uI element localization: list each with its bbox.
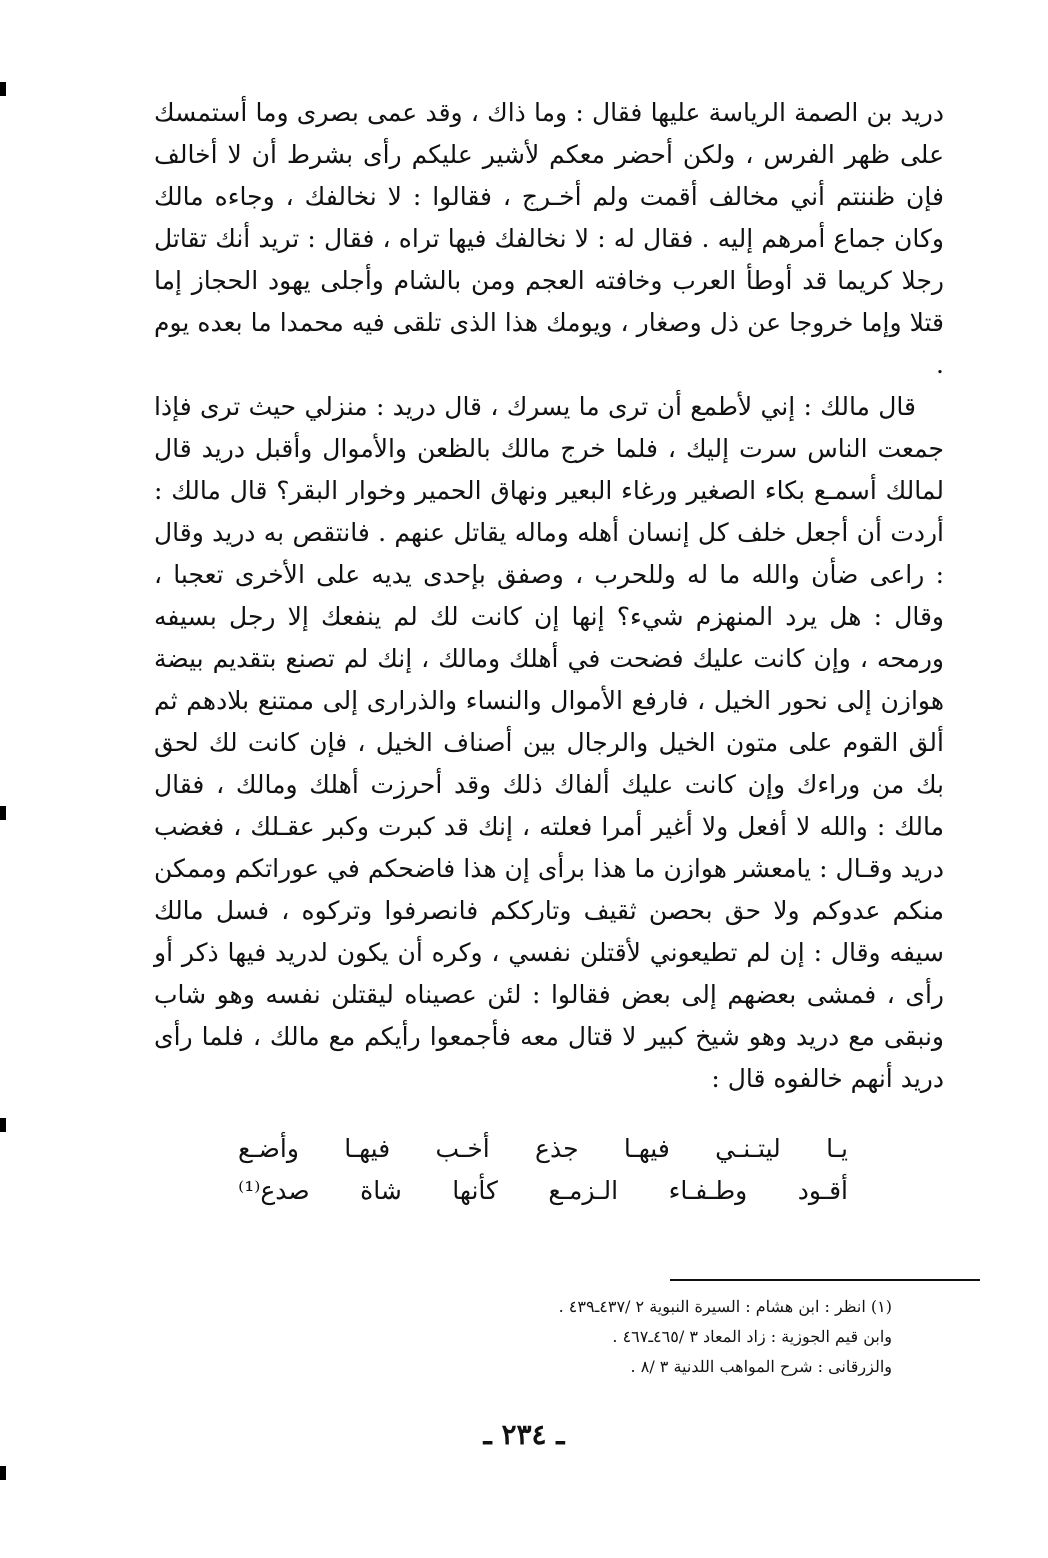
- poem-verse: [238, 1128, 848, 1212]
- margin-mark: [0, 1466, 6, 1480]
- verse-word: أخـب: [435, 1134, 490, 1163]
- verse-word: ليتـنـي: [715, 1134, 781, 1163]
- verse-word: فيهـا: [344, 1134, 391, 1163]
- margin-mark: [0, 806, 6, 820]
- verse-word: أقـود: [797, 1176, 848, 1205]
- verse-word: صدع⁽¹⁾: [238, 1176, 310, 1205]
- footnotes: [392, 1292, 892, 1382]
- verse-word: جذع: [535, 1134, 579, 1163]
- verse-line-1: [238, 1128, 848, 1170]
- footnote-1: (١) انظر : ابن هشام : السيرة النبوية ٢ /٤٣٧ـ٤٣٩ .: [558, 1297, 892, 1316]
- verse-line-2: [238, 1170, 848, 1212]
- margin-mark: [0, 82, 6, 96]
- footnote-2: وابن قيم الجوزية : زاد المعاد ٣ /٤٦٥ـ٤٦٧ .: [612, 1327, 892, 1346]
- footnote-divider: [670, 1279, 980, 1281]
- verse-word: وأضـع: [238, 1134, 299, 1163]
- footnote-3: والزرقانى : شرح المواهب اللدنية ٣ /٨ .: [630, 1357, 892, 1376]
- paragraph-1: دريد بن الصمة الرياسة عليها فقال : وما ذاك ، وقد عمى بصرى وما أستمسك على ظهر الفرس ، ولكن أحضر معكم لأشير عليكم رأى بشرط أن لا أخالف فإن ظننتم أني مخالف أقمت ولم أخـرج ، فقالوا : لا نخالفك ، وجاءه مالك وكان جماع أمرهم إليه . فقال له : لا نخالفك فيها تراه ، فقال : تريد أنك تقاتل رجلا كريما قد أوطأ العرب وخافته العجم ومن بالشام وأجلى يهود الحجاز إما قتلا وإما خروجا عن ذل وصغار ، ويومك هذا الذى تلقى فيه محمدا ما بعده يوم .: [146, 98, 944, 379]
- verse-word: وطـفـاء: [668, 1176, 748, 1205]
- verse-word: فيهـا: [623, 1134, 670, 1163]
- verse-word: شاة: [360, 1176, 402, 1205]
- verse-word: يـا: [826, 1134, 848, 1163]
- margin-mark: [0, 1118, 6, 1132]
- verse-word: كأنها: [452, 1176, 498, 1205]
- page-number: ـ ٢٣٤ ـ: [483, 1418, 565, 1451]
- body-text: [146, 92, 944, 1100]
- paragraph-2: قال مالك : إني لأطمع أن ترى ما يسرك ، قال دريد : منزلي حيث ترى فإذا جمعت الناس سرت إليك ، فلما خرج مالك بالظعن والأموال وأقبل دريد قال لمالك أسمـع بكاء الصغير ورغاء البعير ونهاق الحمير وخوار البقر؟ قال مالك : أردت أن أجعل خلف كل إنسان أهله وماله يقاتل عنهم . فانتقص به دريد وقال : راعى ضأن والله ما له وللحرب ، وصفق بإحدى يديه على الأخرى تعجبا ، وقال : هل يرد المنهزم شيء؟ إنها إن كانت لك لم ينفعك إلا رجل بسيفه ورمحه ، وإن كانت عليك فضحت في أهلك ومالك ، إنك لم تصنع بتقديم بيضة هوازن إلى نحور الخيل ، فارفع الأموال والنساء والذرارى إلى ممتنع بلادهم ثم ألق القوم على متون الخيل والرجال بين أصناف الخيل ، فإن كانت لك لحق بك من وراءك وإن كانت عليك ألفاك ذلك وقد أحرزت أهلك ومالك ، فقال مالك : والله لا أفعل ولا أغير أمرا فعلته ، إنك قد كبرت وكبر عقـلك ، فغضب دريد وقـال : يامعشر هوازن ما هذا برأى إن هذا فاضحكم في عوراتكم وممكن منكم عدوكم ولا حق بحصن ثقيف وتارككم فانصرفوا وتركوه ، فسل مالك سيفه وقال : إن لم تطيعوني لأقتلن نفسي ، وكره أن يكون لدريد فيها ذكر أو رأى ، فمشى بعضهم إلى بعض فقالوا : لئن عصيناه ليقتلن نفسه وهو شاب ونبقى مع دريد وهو شيخ كبير لا قتال معه فأجمعوا رأيكم مع مالك ، فلما رأى دريد أنهم خالفوه قال :: [146, 392, 944, 1093]
- verse-word: الـزمـع: [548, 1176, 619, 1205]
